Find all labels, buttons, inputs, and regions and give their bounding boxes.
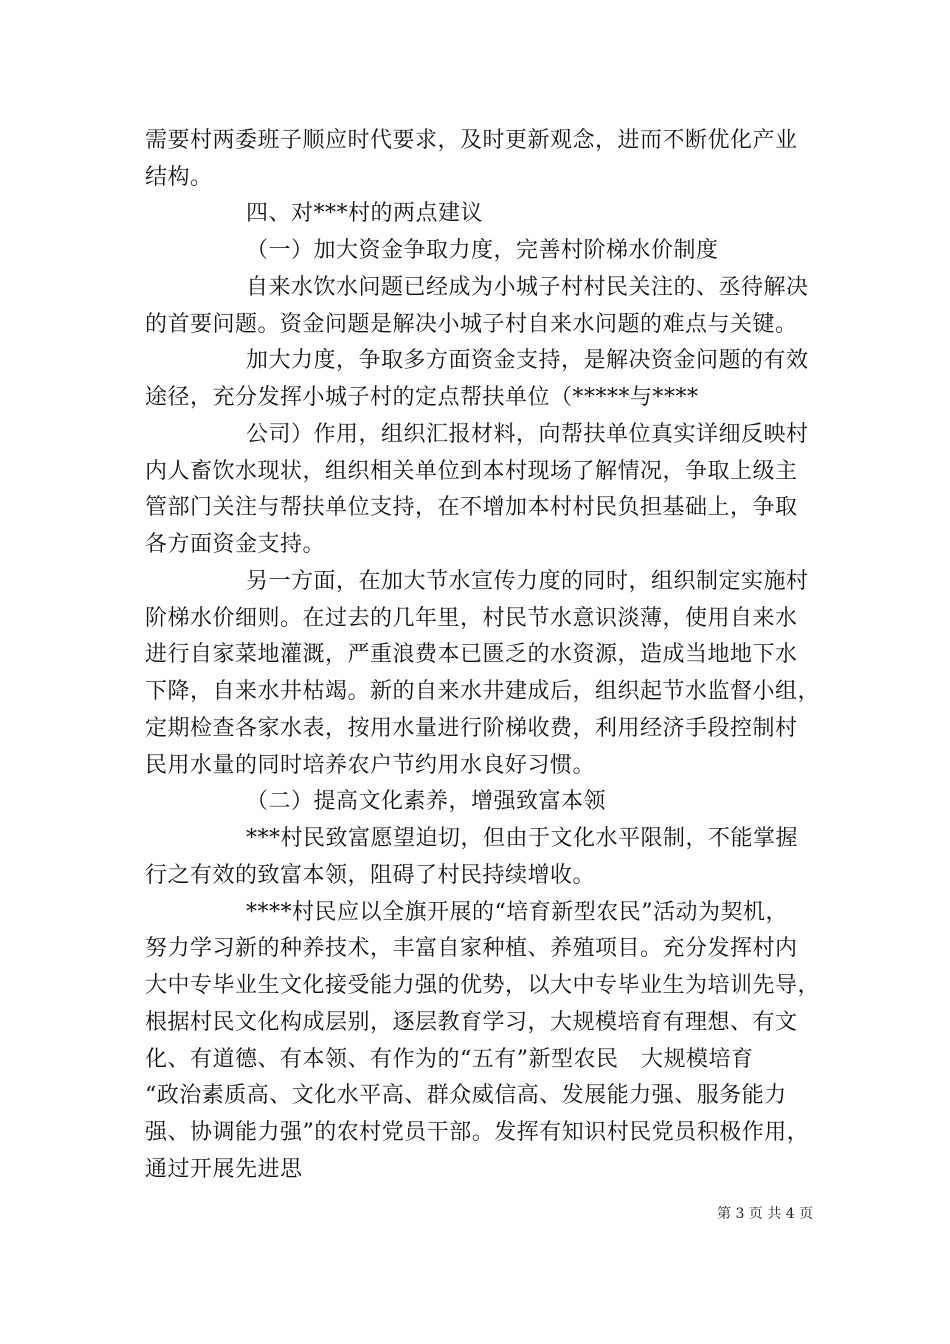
text-line: 需要村两委班子顺应时代要求，及时更新观念，进而不断优化产业 [145,128,798,153]
section-heading: 四、对***村的两点建议 [246,201,484,226]
text-line: 自来水饮水问题已经成为小城子村村民关注的、丞待解决 [246,275,809,300]
text-line: 进行自家菜地灌溉，严重浪费本已匮乏的水资源，造成当地地下水 [145,642,798,667]
text-line: 公司）作用，组织汇报材料，向帮扶单位真实详细反映村 [246,422,809,447]
subsection-heading: （二）提高文化素养，增强致富本领 [246,789,607,814]
text-line: 途径，充分发挥小城子村的定点帮扶单位（*****与**** [145,385,699,410]
page-number: 第 3 页 共 4 页 [717,1206,814,1222]
text-line: 阶梯水价细则。在过去的几年里，村民节水意识淡薄，使用自来水 [145,606,798,631]
text-line: 内人畜饮水现状，组织相关单位到本村现场了解情况，争取上级主 [145,459,798,484]
text-line: 下降，自来水井枯竭。新的自来水井建成后，组织起节水监督小组， [145,679,821,704]
text-line: 大中专毕业生文化接受能力强的优势，以大中专毕业生为培训先导， [145,973,821,998]
text-line: 管部门关注与帮扶单位支持，在不增加本村村民负担基础上，争取 [145,495,798,520]
text-line: 的首要问题。资金问题是解决小城子村自来水问题的难点与关键。 [145,312,798,337]
text-line: 各方面资金支持。 [145,532,326,557]
text-line: 通过开展先进思 [145,1157,303,1182]
text-line: 根据村民文化构成层别，逐层教育学习，大规模培育有理想、有文 [145,1010,798,1035]
text-line: 强、协调能力强”的农村党员干部。发挥有知识村民党员积极作用， [145,1120,810,1145]
text-line: 结构。 [145,165,213,190]
text-line: 行之有效的致富本领，阻碍了村民持续增收。 [145,863,596,888]
text-line: 民用水量的同时培养农户节约用水良好习惯。 [145,753,596,778]
text-line: ****村民应以全旗开展的“培育新型农民”活动为契机， [246,900,788,925]
text-line: ***村民致富愿望迫切，但由于文化水平限制，不能掌握 [246,826,799,851]
text-line: 加大力度，争取多方面资金支持，是解决资金问题的有效 [246,348,809,373]
subsection-heading: （一）加大资金争取力度，完善村阶梯水价制度 [246,238,719,263]
text-line: 另一方面，在加大节水宣传力度的同时，组织制定实施村 [246,569,809,594]
text-line: 努力学习新的种养技术，丰富自家种植、养殖项目。充分发挥村内 [145,936,798,961]
text-line: “政治素质高、文化水平高、群众威信高、发展能力强、服务能力 [145,1083,787,1108]
text-line: 定期检查各家水表，按用水量进行阶梯收费，利用经济手段控制村 [145,716,798,741]
text-line: 化、有道德、有本领、有作为的“五有”新型农民 大规模培育 [145,1047,754,1072]
